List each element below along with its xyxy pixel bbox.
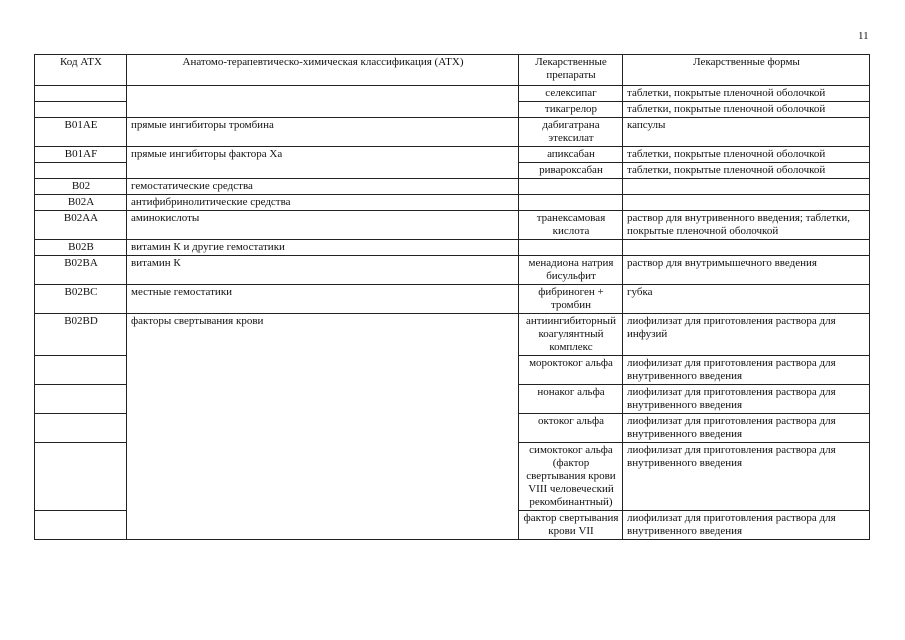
row-drug xyxy=(519,240,623,256)
table-row xyxy=(35,285,870,314)
row-code: B02AA xyxy=(35,211,127,240)
table-row xyxy=(35,195,870,211)
row-form: таблетки, покрытые пленочной оболочкой xyxy=(623,163,870,179)
row-drug: фибриноген + тромбин xyxy=(519,285,623,314)
row-drug: тикагрелор xyxy=(519,102,623,118)
row-classification: прямые ингибиторы тромбина xyxy=(127,118,519,147)
row-code xyxy=(35,86,127,102)
row-form: раствор для внутривенного введения; таблетки, покрытые пленочной оболочкой xyxy=(623,211,870,240)
page-number: 11 xyxy=(858,30,869,42)
row-form: лиофилизат для приготовления раствора для внутривенного введения xyxy=(623,385,870,414)
row-form xyxy=(623,179,870,195)
row-drug: симоктоког альфа (фактор свертывания крови VIII человеческий рекомбинантный) xyxy=(519,443,623,511)
table-row xyxy=(35,211,870,240)
row-drug: мороктоког альфа xyxy=(519,356,623,385)
row-classification: витамин К xyxy=(127,256,519,285)
row-code: B02BC xyxy=(35,285,127,314)
table-row xyxy=(35,179,870,195)
row-code xyxy=(35,414,127,443)
row-code: B02A xyxy=(35,195,127,211)
table-row xyxy=(35,147,870,163)
table-header-row xyxy=(35,55,870,86)
row-classification: аминокислоты xyxy=(127,211,519,240)
table-row xyxy=(35,118,870,147)
table-row xyxy=(35,256,870,285)
row-form: губка xyxy=(623,285,870,314)
row-code: B02BD xyxy=(35,314,127,356)
row-drug xyxy=(519,179,623,195)
row-drug: ривароксабан xyxy=(519,163,623,179)
row-code: B01AF xyxy=(35,147,127,163)
row-form: таблетки, покрытые пленочной оболочкой xyxy=(623,102,870,118)
row-classification: факторы свертывания крови xyxy=(127,314,519,540)
row-form: капсулы xyxy=(623,118,870,147)
row-drug xyxy=(519,195,623,211)
row-code xyxy=(35,356,127,385)
table-row xyxy=(35,240,870,256)
row-form: таблетки, покрытые пленочной оболочкой xyxy=(623,86,870,102)
row-classification: антифибринолитические средства xyxy=(127,195,519,211)
row-classification xyxy=(127,86,519,118)
row-form: лиофилизат для приготовления раствора для внутривенного введения xyxy=(623,511,870,540)
table-row xyxy=(35,314,870,356)
row-form: таблетки, покрытые пленочной оболочкой xyxy=(623,147,870,163)
row-drug: дабигатрана этексилат xyxy=(519,118,623,147)
row-code xyxy=(35,102,127,118)
row-drug: апиксабан xyxy=(519,147,623,163)
row-code: B02B xyxy=(35,240,127,256)
row-form xyxy=(623,240,870,256)
row-code xyxy=(35,385,127,414)
row-classification: местные гемостатики xyxy=(127,285,519,314)
row-code: B02BA xyxy=(35,256,127,285)
row-drug: транексамовая кислота xyxy=(519,211,623,240)
row-form: лиофилизат для приготовления раствора для внутривенного введения xyxy=(623,414,870,443)
row-form xyxy=(623,195,870,211)
row-classification: витамин К и другие гемостатики xyxy=(127,240,519,256)
row-code xyxy=(35,163,127,179)
row-form: лиофилизат для приготовления раствора для инфузий xyxy=(623,314,870,356)
row-drug: октоког альфа xyxy=(519,414,623,443)
row-form: раствор для внутримышечного введения xyxy=(623,256,870,285)
row-code: B02 xyxy=(35,179,127,195)
header-drugs: Лекарственные препараты xyxy=(519,55,623,86)
header-forms: Лекарственные формы xyxy=(623,55,870,86)
row-code xyxy=(35,511,127,540)
row-drug: нонаког альфа xyxy=(519,385,623,414)
row-form: лиофилизат для приготовления раствора для внутривенного введения xyxy=(623,443,870,511)
row-code xyxy=(35,443,127,511)
row-form: лиофилизат для приготовления раствора для внутривенного введения xyxy=(623,356,870,385)
header-classification: Анатомо-терапевтическо-химическая классификация (АТХ) xyxy=(127,55,519,86)
header-code: Код АТХ xyxy=(35,55,127,86)
row-drug: селексипаг xyxy=(519,86,623,102)
atx-table xyxy=(34,54,870,540)
row-drug: менадиона натрия бисульфит xyxy=(519,256,623,285)
row-classification: гемостатические средства xyxy=(127,179,519,195)
row-drug: фактор свертывания крови VII xyxy=(519,511,623,540)
row-drug: антиингибиторный коагулянтный комплекс xyxy=(519,314,623,356)
row-classification: прямые ингибиторы фактора Ха xyxy=(127,147,519,179)
row-code: B01AE xyxy=(35,118,127,147)
table-row xyxy=(35,86,870,102)
